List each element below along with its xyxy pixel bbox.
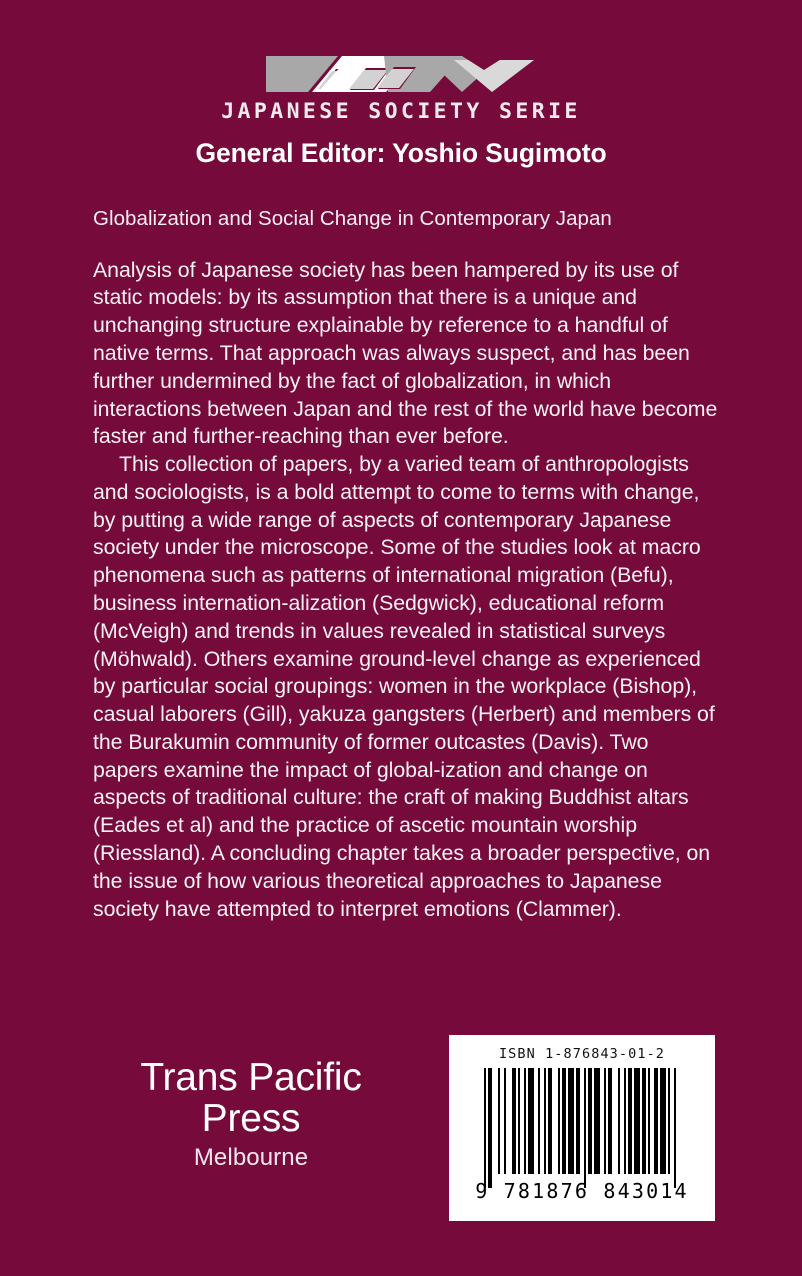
- blurb-paragraph-2: This collection of papers, by a varied team of anthropologists and sociologists, is a bold attempt to come to terms with change, by putting a wide range of aspects of contemporary Japanese society under the microscope. Some of the studies look at macro phenomena such as patterns of international migration (Befu), business internation-alization (Sedgwick), educational reform (McVeigh) and trends in values revealed in statistical surveys (Möhwald). Others examine ground-level change as experienced by particular social groupings: women in the workplace (Bishop), casual laborers (Gill), yakuza gangsters (Herbert) and members of the Burakumin community of former outcastes (Davis). Two papers examine the impact of global-ization and change on aspects of traditional culture: the craft of making Buddhist altars (Eades et al) and the practice of ascetic mountain worship (Riessland). A concluding chapter takes a broader perspective, on the issue of how various theoretical approaches to Japanese society have attempted to interpret emotions (Clammer).: [93, 452, 715, 921]
- text-column: [93, 206, 718, 923]
- barcode-inner: [449, 1046, 715, 1188]
- general-editor-line: General Editor: Yoshio Sugimoto: [195, 138, 607, 168]
- ean-digits: 9 781876 843014: [475, 1179, 689, 1203]
- publisher-name: Trans Pacific Press: [140, 1056, 362, 1140]
- japanese-society-series-chevron-logo: [266, 52, 536, 92]
- series-name: JAPANESE SOCIETY SERIE: [221, 99, 581, 124]
- publisher-city: Melbourne: [193, 1143, 309, 1171]
- blurb-paragraph-1: Analysis of Japanese society has been hampered by its use of static models: by its assumption that there is a unique and unchanging structure explainable by reference to a handful of native terms. That approach was always suspect, and has been further undermined by the fact of globalization, in which interactions between Japan and the rest of the world have become faster and further-reaching than ever before.: [93, 257, 718, 449]
- blurb: [93, 257, 718, 924]
- series-logo-block: [0, 52, 802, 123]
- book-title: Globalization and Social Change in Contemporary Japan: [93, 207, 612, 230]
- isbn-text: ISBN 1-876843-01-2: [498, 1046, 666, 1062]
- barcode-bars: [449, 1068, 715, 1188]
- isbn-barcode-box: [449, 1035, 715, 1221]
- publisher-block: [96, 1058, 406, 1172]
